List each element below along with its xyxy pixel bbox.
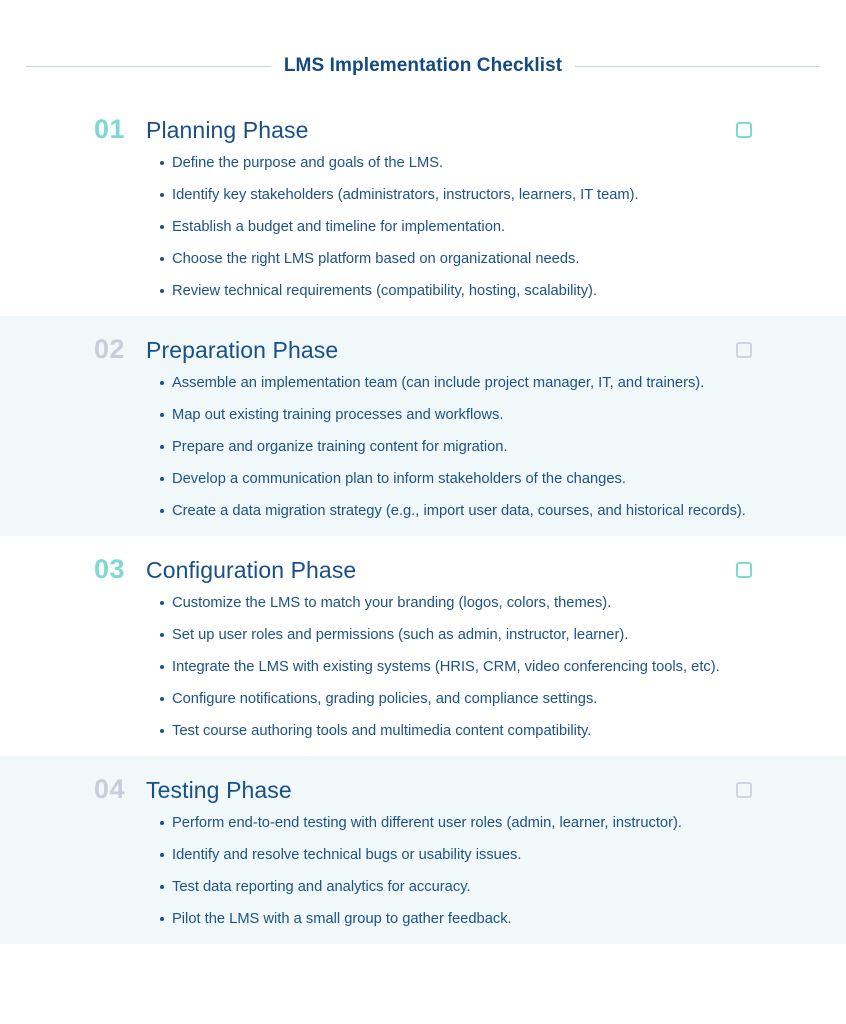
list-item: Choose the right LMS platform based on organizational needs.: [160, 249, 752, 270]
checklist-sections: [0, 96, 846, 944]
list-item: Map out existing training processes and workflows.: [160, 405, 752, 426]
list-item: Develop a communication plan to inform stakeholders of the changes.: [160, 469, 752, 490]
section-number: 01: [94, 114, 126, 144]
list-item: Prepare and organize training content for migration.: [160, 437, 752, 458]
checkbox-planning-phase[interactable]: [736, 122, 752, 138]
checklist-section: [0, 316, 846, 536]
checkbox-configuration-phase[interactable]: [736, 562, 752, 578]
list-item: Identify and resolve technical bugs or usability issues.: [160, 845, 752, 866]
list-item: Customize the LMS to match your branding (logos, colors, themes).: [160, 593, 752, 614]
section-number: 02: [94, 334, 126, 364]
list-item: Review technical requirements (compatibility, hosting, scalability).: [160, 281, 752, 302]
list-item: Configure notifications, grading policies, and compliance settings.: [160, 689, 752, 710]
list-item: Identify key stakeholders (administrators, instructors, learners, IT team).: [160, 185, 752, 206]
checklist-section: [0, 756, 846, 944]
checklist-section: [0, 96, 846, 316]
header-rule-right: [575, 66, 820, 67]
section-header: [94, 552, 752, 587]
section-title: Configuration Phase: [146, 557, 357, 583]
list-item: Integrate the LMS with existing systems (HRIS, CRM, video conferencing tools, etc).: [160, 657, 752, 678]
section-header: [94, 112, 752, 147]
section-item-list: [94, 813, 752, 930]
section-item-list: [94, 593, 752, 742]
list-item: Test data reporting and analytics for accuracy.: [160, 877, 752, 898]
section-title: Planning Phase: [146, 117, 309, 143]
page-title: LMS Implementation Checklist: [283, 55, 563, 76]
section-number: 04: [94, 774, 126, 804]
header-rule-left: [26, 66, 271, 67]
document-header: [0, 52, 846, 80]
section-item-list: [94, 373, 752, 522]
list-item: Perform end-to-end testing with different user roles (admin, learner, instructor).: [160, 813, 752, 834]
section-header: [94, 772, 752, 807]
list-item: Pilot the LMS with a small group to gather feedback.: [160, 909, 752, 930]
list-item: Set up user roles and permissions (such as admin, instructor, learner).: [160, 625, 752, 646]
section-title: Testing Phase: [146, 777, 292, 803]
checklist-section: [0, 536, 846, 756]
checkbox-preparation-phase[interactable]: [736, 342, 752, 358]
list-item: Establish a budget and timeline for implementation.: [160, 217, 752, 238]
list-item: Define the purpose and goals of the LMS.: [160, 153, 752, 174]
section-header: [94, 332, 752, 367]
section-title: Preparation Phase: [146, 337, 339, 363]
list-item: Assemble an implementation team (can include project manager, IT, and trainers).: [160, 373, 752, 394]
checkbox-testing-phase[interactable]: [736, 782, 752, 798]
list-item: Test course authoring tools and multimedia content compatibility.: [160, 721, 752, 742]
list-item: Create a data migration strategy (e.g., import user data, courses, and historical records).: [160, 501, 752, 522]
section-number: 03: [94, 554, 126, 584]
section-item-list: [94, 153, 752, 302]
